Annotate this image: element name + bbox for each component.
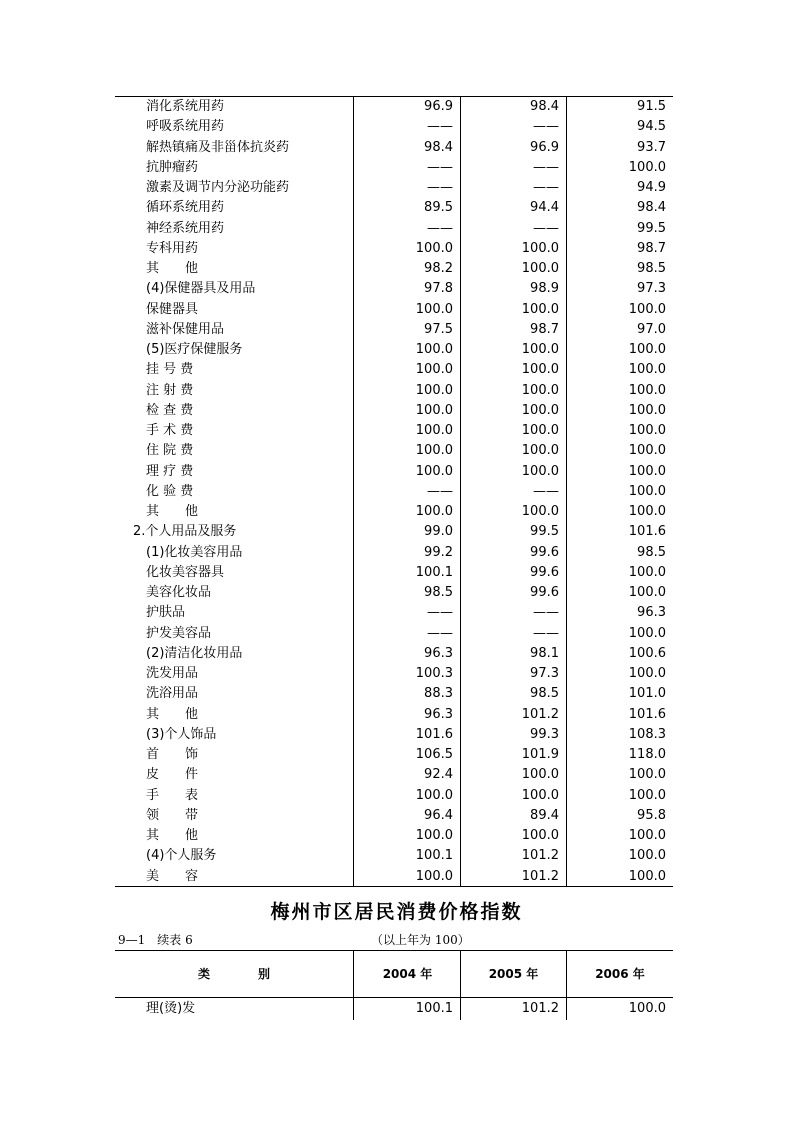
cell-2005: —— xyxy=(533,625,559,641)
table-row xyxy=(0,806,793,826)
table-row xyxy=(0,219,793,239)
table-row xyxy=(0,117,793,137)
cell-2005: 100.0 xyxy=(521,463,559,479)
cell-2006: 100.0 xyxy=(628,504,666,519)
cell-2005: 99.6 xyxy=(530,564,559,580)
table-row xyxy=(0,543,793,563)
cell-2005: 100.0 xyxy=(521,301,559,317)
row-label: 激素及调节内分泌功能药 xyxy=(146,180,290,195)
cell-2004: 101.6 xyxy=(415,726,453,742)
row-label: 护发美容品 xyxy=(146,625,212,641)
cell-2006: 100.0 xyxy=(628,848,666,864)
table-row xyxy=(0,239,793,259)
cell-2004: —— xyxy=(427,159,453,175)
cell-2005: 98.1 xyxy=(530,645,559,661)
cell-2006: 100.0 xyxy=(628,382,666,398)
row-label: 2.个人用品及服务 xyxy=(133,524,237,540)
cell-2005: —— xyxy=(533,159,559,175)
table-row xyxy=(0,401,793,421)
table-row xyxy=(0,684,793,704)
table-row xyxy=(0,300,793,320)
row-label: 滋补保健用品 xyxy=(146,321,225,337)
cell-2006: 118.0 xyxy=(628,747,666,762)
table-row xyxy=(0,381,793,401)
row-label: (4)个人服务 xyxy=(146,848,217,864)
table-row xyxy=(0,826,793,846)
row-label: 循环系统用药 xyxy=(146,200,225,216)
table-row xyxy=(0,259,793,279)
row-label: 领 带 xyxy=(146,807,199,823)
cell-2005: 100.0 xyxy=(521,423,559,438)
page-title: 梅州市区居民消费价格指数 xyxy=(270,901,523,923)
table-row xyxy=(0,745,793,765)
row-label: 化妆美容器具 xyxy=(146,564,225,580)
row-label: 手 术 费 xyxy=(146,423,194,438)
cell-2006: 97.3 xyxy=(637,281,666,297)
cell-2005: 99.5 xyxy=(530,524,559,540)
cell-2004: 99.0 xyxy=(424,524,453,540)
cell-2004: —— xyxy=(427,180,453,195)
cell-2004: 100.0 xyxy=(415,504,453,519)
row-label: (5)医疗保健服务 xyxy=(146,342,243,357)
cell-2005: 100.0 xyxy=(521,342,559,357)
table-row xyxy=(0,320,793,340)
cell-2006: 100.0 xyxy=(628,1001,666,1016)
cell-2005: 100.0 xyxy=(521,382,559,398)
row-label: 理 疗 费 xyxy=(146,463,194,479)
cell-2005: 97.3 xyxy=(530,666,559,681)
row-label: 手 表 xyxy=(146,787,199,803)
cell-2004: 89.5 xyxy=(424,200,453,216)
table-row xyxy=(0,441,793,461)
cell-2006: 100.0 xyxy=(628,625,666,641)
cell-2004: 100.1 xyxy=(415,1001,453,1016)
row-label: 检 查 费 xyxy=(146,402,194,418)
cell-2005: 101.2 xyxy=(521,868,559,884)
cell-2006: 96.3 xyxy=(637,605,666,621)
cell-2006: 100.6 xyxy=(628,645,666,661)
table-number: 9—1 续表 6 xyxy=(118,933,193,947)
cell-2004: 98.4 xyxy=(424,139,453,155)
table-row xyxy=(0,178,793,198)
cell-2004: 100.0 xyxy=(415,240,453,256)
cell-2005: 98.5 xyxy=(530,686,559,702)
cell-2006: 100.0 xyxy=(628,362,666,378)
cell-2006: 99.5 xyxy=(637,220,666,236)
row-label: 专科用药 xyxy=(146,240,199,256)
cell-2005: 98.9 xyxy=(530,281,559,297)
cell-2004: 100.0 xyxy=(415,787,453,803)
row-label: 住 院 费 xyxy=(146,443,194,459)
table-row xyxy=(0,360,793,380)
cell-2005: 100.0 xyxy=(521,240,559,256)
cell-2005: 100.0 xyxy=(521,787,559,803)
cell-2006: 100.0 xyxy=(628,423,666,438)
cell-2006: 91.5 xyxy=(637,99,666,114)
row-label: (2)清洁化妆用品 xyxy=(146,645,243,661)
cell-2006: 100.0 xyxy=(628,828,666,843)
cell-2006: 100.0 xyxy=(628,443,666,459)
cell-2005: —— xyxy=(533,180,559,195)
cell-2004: 100.0 xyxy=(415,382,453,398)
table-row xyxy=(0,603,793,623)
cell-2005: 99.6 xyxy=(530,544,559,560)
cell-2004: 97.8 xyxy=(424,281,453,297)
cell-2004: 96.3 xyxy=(424,645,453,661)
cell-2005: 100.0 xyxy=(521,767,559,783)
cell-2006: 101.6 xyxy=(628,524,666,540)
cell-2005: 101.2 xyxy=(521,706,559,722)
cell-2005: 100.0 xyxy=(521,504,559,519)
row-label: 洗发用品 xyxy=(146,666,199,681)
cell-2005: 98.4 xyxy=(530,99,559,114)
cell-2004: 100.0 xyxy=(415,868,453,884)
cell-2004: 88.3 xyxy=(424,686,453,702)
cell-2006: 100.0 xyxy=(628,301,666,317)
cell-2004: —— xyxy=(427,119,453,135)
table-row xyxy=(0,664,793,684)
unit-note: （以上年为 100） xyxy=(371,933,470,947)
row-label: 挂 号 费 xyxy=(146,362,194,378)
row-label: 美容化妆品 xyxy=(146,585,212,600)
table-row xyxy=(0,502,793,522)
cell-2006: 100.0 xyxy=(628,787,666,803)
cell-2004: 100.0 xyxy=(415,423,453,438)
cell-2004: 100.0 xyxy=(415,402,453,418)
cell-2004: 96.3 xyxy=(424,706,453,722)
table-row xyxy=(0,624,793,644)
table-row xyxy=(0,644,793,664)
row-label: 注 射 费 xyxy=(146,382,194,398)
cell-2005: —— xyxy=(533,220,559,236)
cell-2005: 94.4 xyxy=(530,200,559,216)
cell-2004: 96.9 xyxy=(424,99,453,114)
table-row xyxy=(0,867,793,887)
cell-2005: —— xyxy=(533,605,559,621)
cell-2006: 100.0 xyxy=(628,159,666,175)
cell-2006: 108.3 xyxy=(628,726,666,742)
cell-2006: 98.7 xyxy=(637,240,666,256)
table-row xyxy=(0,482,793,502)
cell-2004: 100.0 xyxy=(415,463,453,479)
row-label: 解热镇痛及非甾体抗炎药 xyxy=(146,139,290,155)
table-row xyxy=(0,97,793,117)
cell-2004: —— xyxy=(427,483,453,499)
cell-2006: 98.5 xyxy=(637,261,666,276)
cell-2006: 100.0 xyxy=(628,402,666,418)
cell-2006: 100.0 xyxy=(628,868,666,884)
header-year-2006: 2006 年 xyxy=(595,967,645,981)
cell-2006: 100.0 xyxy=(628,666,666,681)
cell-2005: 101.2 xyxy=(521,848,559,864)
cell-2004: —— xyxy=(427,605,453,621)
cell-2006: 95.8 xyxy=(637,807,666,823)
cell-2006: 100.0 xyxy=(628,483,666,499)
cell-2005: 96.9 xyxy=(530,139,559,155)
table-row xyxy=(0,846,793,866)
table-row xyxy=(0,279,793,299)
cell-2006: 98.4 xyxy=(637,200,666,216)
table-row xyxy=(0,522,793,542)
cell-2004: 100.0 xyxy=(415,342,453,357)
cell-2004: 99.2 xyxy=(424,544,453,560)
cell-2006: 100.0 xyxy=(628,767,666,783)
header-top-rule xyxy=(115,950,673,951)
cell-2005: —— xyxy=(533,483,559,499)
cell-2004: 92.4 xyxy=(424,767,453,783)
table-row xyxy=(0,583,793,603)
cell-2006: 100.0 xyxy=(628,342,666,357)
row-label: 首 饰 xyxy=(146,747,199,762)
row-label: 保健器具 xyxy=(146,301,199,317)
cell-2006: 101.6 xyxy=(628,706,666,722)
header-bottom-rule xyxy=(115,997,673,998)
cell-2004: 100.0 xyxy=(415,828,453,843)
row-label: 其 他 xyxy=(146,504,199,519)
header-year-2005: 2005 年 xyxy=(488,967,539,981)
cell-2004: —— xyxy=(427,220,453,236)
table-row xyxy=(0,705,793,725)
cell-2004: 100.0 xyxy=(415,362,453,378)
cell-2005: 100.0 xyxy=(521,828,559,843)
cell-2006: 98.5 xyxy=(637,544,666,560)
row-label: 其 他 xyxy=(146,261,199,276)
cell-2004: 96.4 xyxy=(424,807,453,823)
table-row xyxy=(0,340,793,360)
cell-2005: 99.3 xyxy=(530,726,559,742)
cell-2005: —— xyxy=(533,119,559,135)
table-row xyxy=(0,421,793,441)
table-row xyxy=(0,765,793,785)
row-label: 抗肿瘤药 xyxy=(146,159,199,175)
table-row xyxy=(0,725,793,745)
row-label: 理(烫)发 xyxy=(146,1001,196,1016)
table-row xyxy=(0,158,793,178)
row-label: 化 验 费 xyxy=(146,483,194,499)
cell-2005: 98.7 xyxy=(530,321,559,337)
row-label: 护肤品 xyxy=(146,605,186,621)
cell-2006: 100.0 xyxy=(628,564,666,580)
cell-2004: 100.0 xyxy=(415,301,453,317)
cell-2004: 97.5 xyxy=(424,321,453,337)
cell-2005: 100.0 xyxy=(521,261,559,276)
cell-2005: 100.0 xyxy=(521,362,559,378)
table-row xyxy=(0,786,793,806)
row-label: (4)保健器具及用品 xyxy=(146,281,256,297)
cell-2006: 94.5 xyxy=(637,119,666,135)
cell-2005: 99.6 xyxy=(530,585,559,600)
cell-2004: 98.2 xyxy=(424,261,453,276)
cell-2005: 101.2 xyxy=(521,1001,559,1016)
cell-2006: 93.7 xyxy=(637,139,666,155)
cell-2006: 100.0 xyxy=(628,463,666,479)
cell-2004: 100.0 xyxy=(415,443,453,459)
cell-2006: 101.0 xyxy=(628,686,666,702)
row-label: 洗浴用品 xyxy=(146,686,199,702)
table-row xyxy=(0,999,793,1019)
cell-2006: 94.9 xyxy=(637,180,666,195)
cell-2004: 100.1 xyxy=(415,564,453,580)
row-label: 消化系统用药 xyxy=(146,99,225,114)
cell-2006: 97.0 xyxy=(637,321,666,337)
cell-2004: 100.3 xyxy=(415,666,453,681)
cell-2005: 100.0 xyxy=(521,402,559,418)
cell-2006: 100.0 xyxy=(628,585,666,600)
header-year-2004: 2004 年 xyxy=(382,967,433,981)
cell-2005: 100.0 xyxy=(521,443,559,459)
cell-2005: 101.9 xyxy=(521,747,559,762)
cell-2004: 98.5 xyxy=(424,585,453,600)
row-label: (3)个人饰品 xyxy=(146,726,217,742)
cell-2004: 100.1 xyxy=(415,848,453,864)
row-label: 其 他 xyxy=(146,706,199,722)
table-row xyxy=(0,462,793,482)
header-category: 类 别 xyxy=(197,967,270,981)
cell-2005: 89.4 xyxy=(530,807,559,823)
table-row xyxy=(0,138,793,158)
row-label: 呼吸系统用药 xyxy=(146,119,225,135)
table-row xyxy=(0,563,793,583)
row-label: (1)化妆美容用品 xyxy=(146,544,243,560)
row-label: 皮 件 xyxy=(146,767,199,783)
row-label: 美 容 xyxy=(146,868,199,884)
table-row xyxy=(0,198,793,218)
row-label: 神经系统用药 xyxy=(146,220,225,236)
cell-2004: —— xyxy=(427,625,453,641)
row-label: 其 他 xyxy=(146,828,199,843)
cell-2004: 106.5 xyxy=(415,747,453,762)
